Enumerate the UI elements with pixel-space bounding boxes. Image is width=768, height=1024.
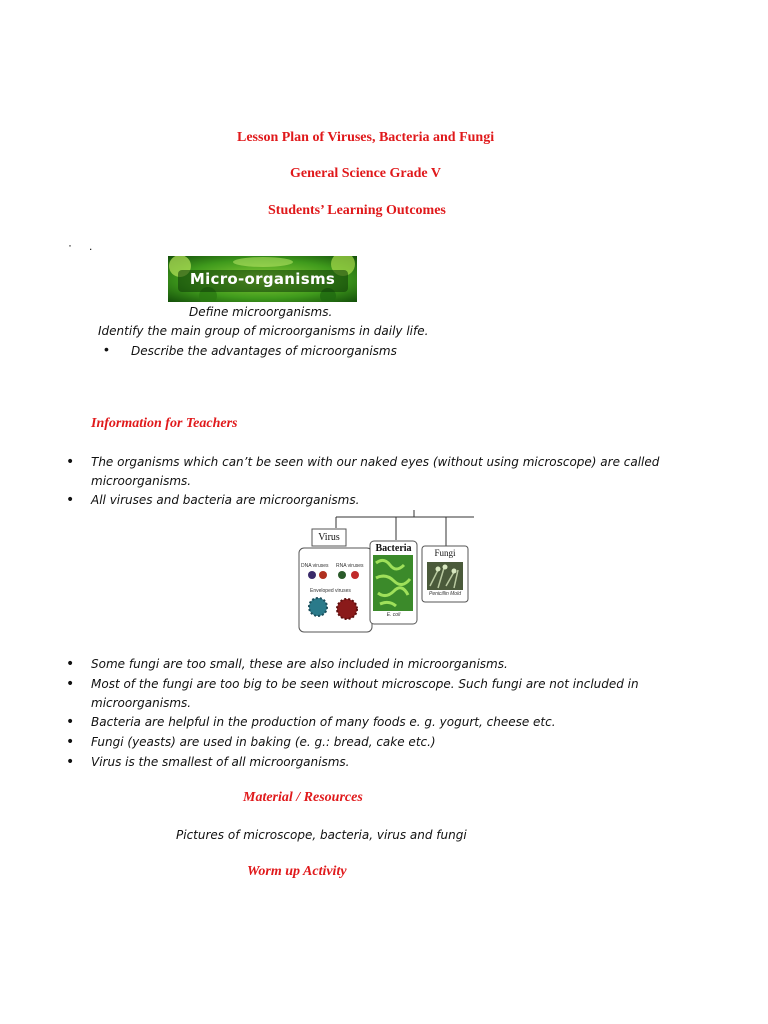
list-item: [66, 733, 696, 753]
list-item-text: The organisms which can’t be seen with our naked eyes (without using microscope) are called microorganisms.: [91, 455, 660, 488]
stray-period: .: [89, 239, 93, 253]
bullet-mark: •: [66, 714, 75, 730]
page-title: Lesson Plan of Viruses, Bacteria and Fungi: [237, 130, 495, 145]
bullet-mark: •: [66, 454, 75, 470]
bullet-mark: •: [66, 754, 75, 770]
list-item: [66, 713, 696, 733]
microorganisms-banner: [168, 256, 357, 302]
dna-viruses-label: DNA viruses: [301, 563, 329, 569]
info-heading: Information for Teachers: [91, 416, 238, 431]
list-item: [66, 655, 696, 675]
outcome-item: Identify the main group of microorganisms in daily life.: [98, 324, 429, 338]
enveloped-viruses-label: Enveloped viruses: [310, 588, 351, 594]
virus-label: Virus: [318, 532, 340, 543]
microorganism-classification-diagram: [296, 508, 474, 634]
list-item-text: All viruses and bacteria are microorganisms.: [91, 493, 360, 507]
outcome-item: Define microorganisms.: [189, 305, 333, 319]
bullet-mark: •: [66, 734, 75, 750]
bullet-mark: •: [66, 656, 75, 672]
fungi-label: Fungi: [434, 548, 456, 558]
list-item-text: Most of the fungi are too big to be seen without microscope. Such fungi are not included in microorganisms.: [91, 677, 639, 710]
materials-text: Pictures of microscope, bacteria, virus and fungi: [176, 828, 467, 842]
warmup-heading: Worm up Activity: [247, 864, 347, 879]
list-item-text: Some fungi are too small, these are also included in microorganisms.: [91, 657, 508, 671]
rna-viruses-label: RNA viruses: [336, 563, 364, 569]
bullet-mark: •: [66, 492, 75, 508]
outcome-item: Describe the advantages of microorganisms: [131, 344, 397, 358]
stray-dot: ·: [68, 238, 72, 252]
bullet-mark: •: [66, 676, 75, 692]
list-item-text: Virus is the smallest of all microorganisms.: [91, 755, 350, 769]
materials-heading: Material / Resources: [243, 790, 363, 805]
penicillin-label: Penicillin Mold: [429, 591, 461, 597]
list-item: [66, 453, 696, 493]
bullet-mark: •: [104, 341, 109, 357]
ecoli-label: E. coli: [386, 612, 401, 618]
bacteria-label: Bacteria: [375, 543, 412, 554]
list-item: [66, 753, 696, 773]
outcomes-heading: Students’ Learning Outcomes: [268, 203, 446, 218]
list-item-text: Fungi (yeasts) are used in baking (e. g.: bread, cake etc.): [91, 735, 436, 749]
list-item: [66, 675, 696, 715]
page-subtitle: General Science Grade V: [290, 166, 441, 181]
banner-text: Micro-organisms: [189, 270, 336, 288]
list-item-text: Bacteria are helpful in the production of many foods e. g. yogurt, cheese etc.: [91, 715, 556, 729]
